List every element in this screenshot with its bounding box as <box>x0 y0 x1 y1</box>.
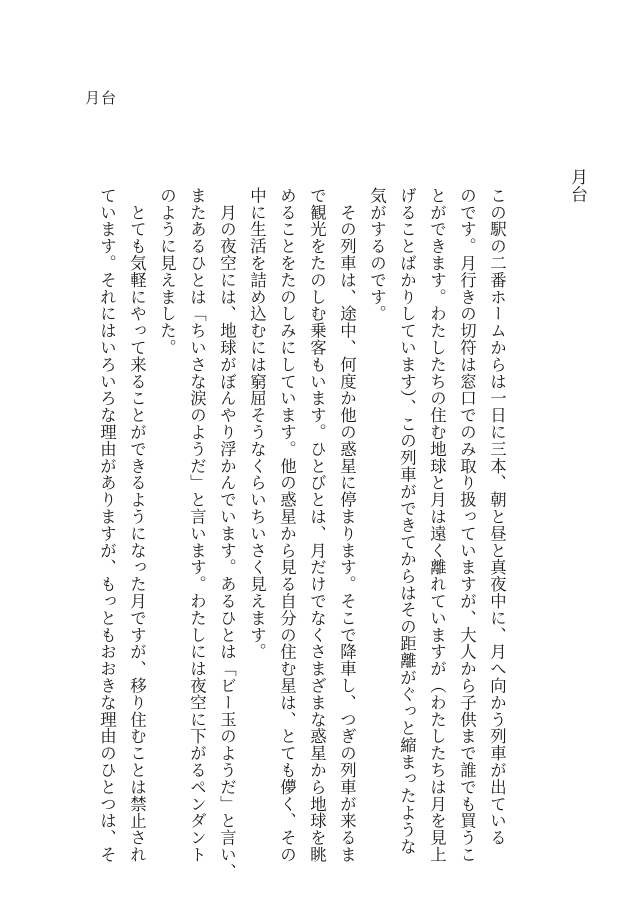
text-line: この駅の二番ホームからは一日に三本、朝と昼と真夜中に、月へ向かう列車が出ている <box>487 187 507 847</box>
text-line: 月の夜空には、地球がぼんやり浮かんでいます。あるひとは「ビー玉のようだ」と言い、 <box>217 187 237 880</box>
text-line: 気がするのです。 <box>367 187 387 323</box>
running-header: 月台 <box>85 89 118 107</box>
text-line: で観光をたのしむ乗客もいます。ひとびとは、月だけでなくさまざまな惑星から地球を眺 <box>307 187 327 863</box>
text-line: のです。月行きの切符は窓口でのみ取り扱っていますが、大人から子供まで誰でも買うこ <box>457 187 477 863</box>
text-line: ています。それにはいろいろな理由がありますが、もっともおおきな理由のひとつは、そ <box>97 187 117 863</box>
text-line: またあるひとは「ちいさな涙のようだ」と言います。わたしには夜空に下がるペンダント <box>187 187 207 863</box>
text-line: とても気軽にやって来ることができるようになった月ですが、移り住むことは禁止され <box>127 187 147 863</box>
text-line: のように見えました。 <box>157 187 177 356</box>
text-line: 中に生活を詰め込むには窮屈そうなくらいちいさく見えます。 <box>247 187 267 661</box>
text-line: めることをたのしみにしています。他の惑星から見る自分の住む星は、とても儚く、その <box>277 187 297 863</box>
text-line: とができます。わたしたちの住む地球と月は遠く離れていますが（わたしたちは月を見上 <box>427 187 447 863</box>
text-line: その列車は、途中、何度か他の惑星に停まります。そこで降車し、つぎの列車が来るま <box>337 187 357 863</box>
story-title: 月台 <box>567 168 587 203</box>
text-line: げることばかりしています）、この列車ができてからはその距離がぐっと縮まったような <box>397 187 417 855</box>
